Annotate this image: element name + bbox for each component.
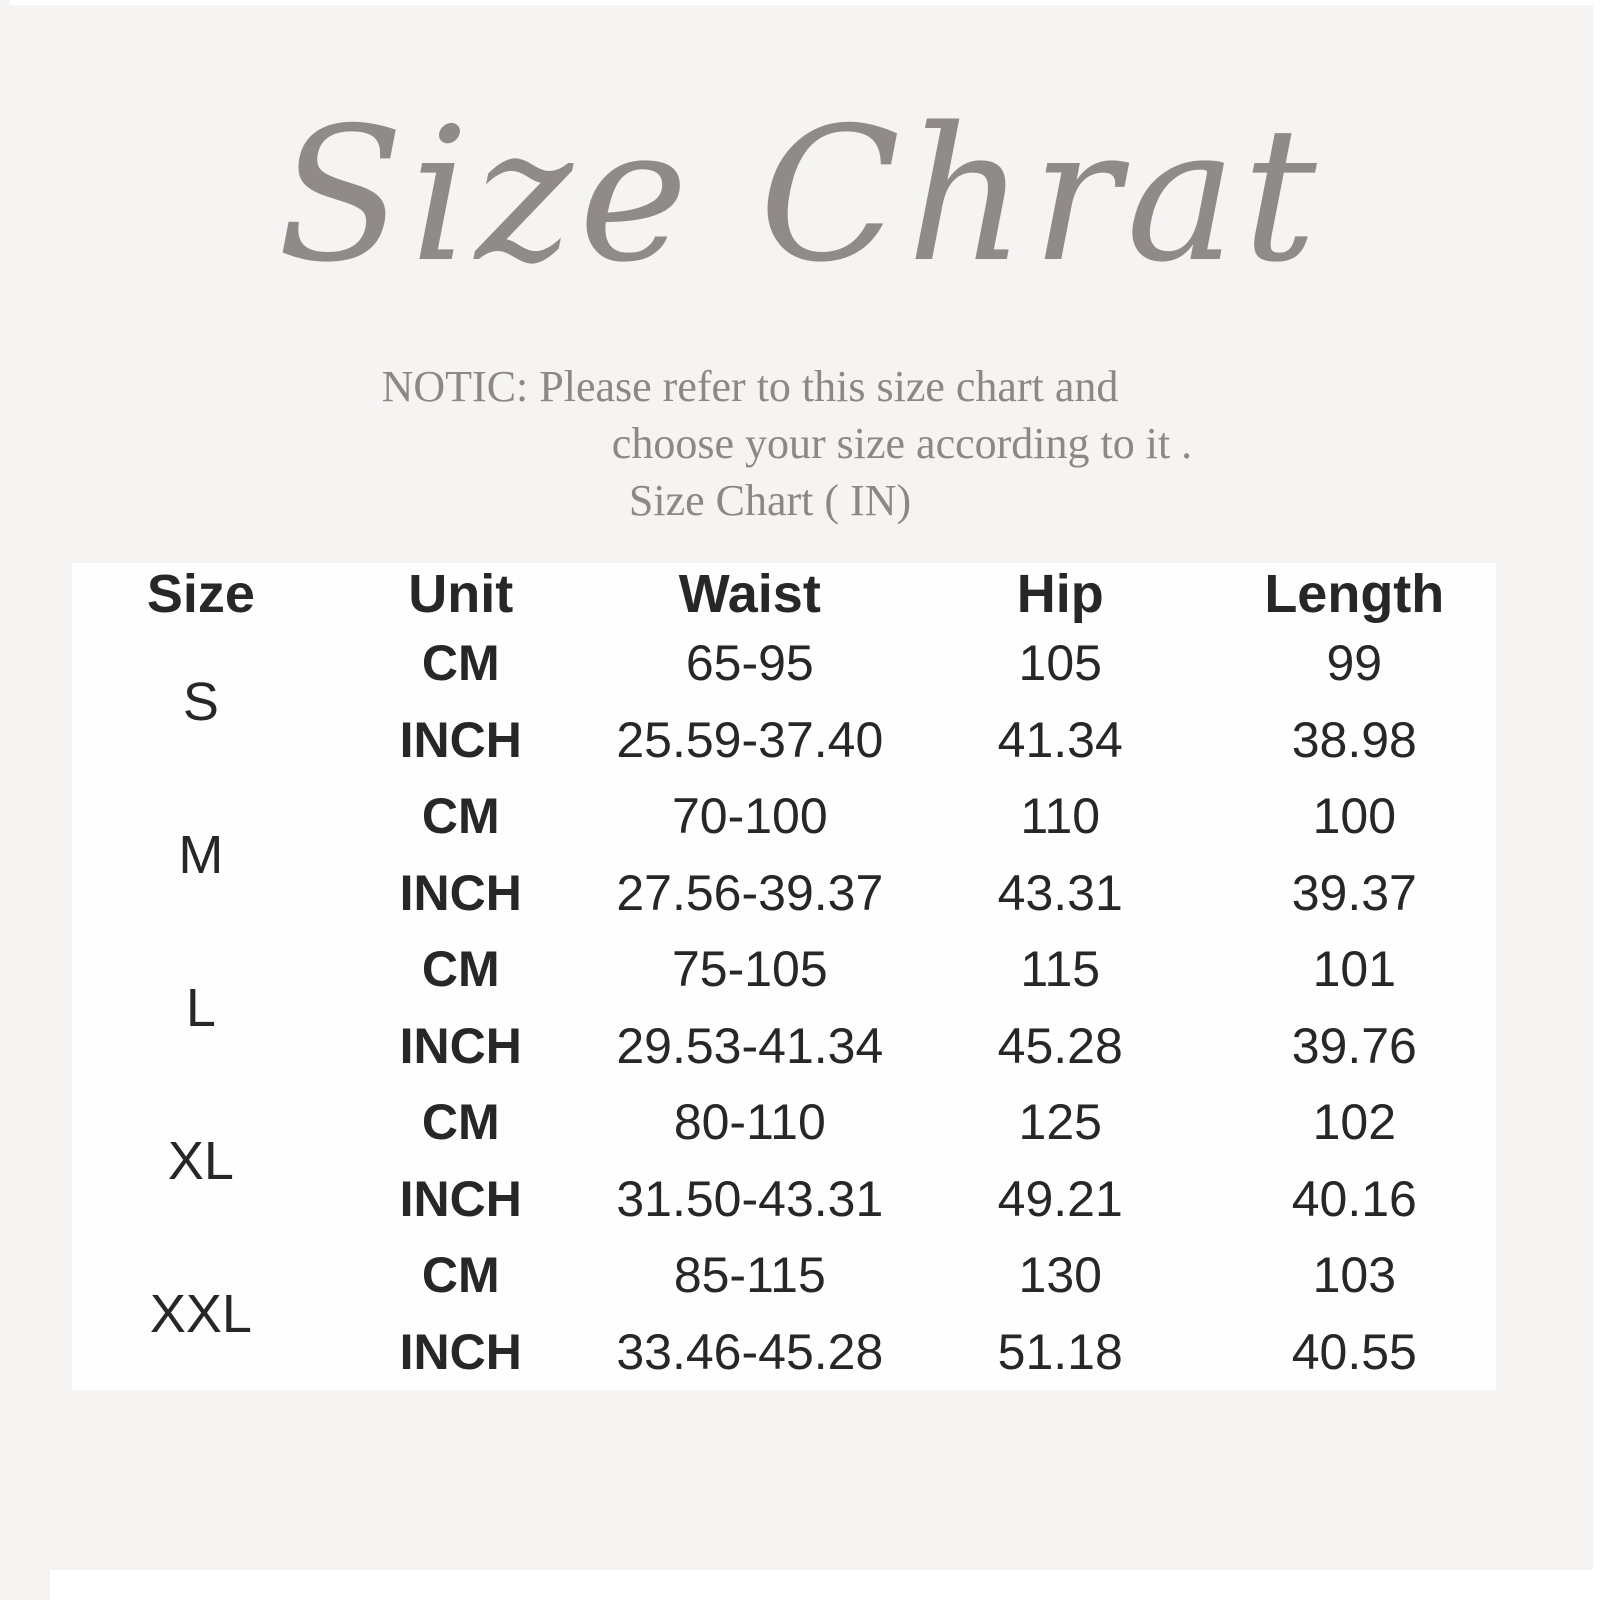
unit-cell: CM: [421, 941, 500, 998]
notice-subtitle: Size Chart ( IN): [628, 476, 912, 525]
header-size: Size: [146, 564, 255, 624]
size-label-xl: XL: [167, 1130, 234, 1191]
waist-value: 65-95: [685, 635, 814, 692]
unit-cell: CM: [421, 1247, 500, 1304]
header-row: [72, 563, 1496, 625]
bottom-white-edge: [50, 1570, 1600, 1600]
notice-line-2: choose your size according to it .: [611, 419, 1193, 468]
table-row: [72, 625, 1496, 702]
hip-value: 45.28: [997, 1017, 1123, 1074]
unit-cell: CM: [421, 635, 500, 692]
length-value: 101: [1312, 941, 1397, 998]
waist-value: 75-105: [671, 941, 828, 998]
unit-cell: INCH: [399, 1323, 522, 1380]
hip-value: 130: [1018, 1247, 1102, 1304]
header-hip: Hip: [1016, 564, 1104, 624]
unit-cell: INCH: [399, 864, 522, 921]
header-waist: Waist: [678, 564, 821, 624]
hip-value: 125: [1018, 1094, 1102, 1151]
notice-line-1: NOTIC: Please refer to this size chart and: [381, 362, 1119, 411]
header-unit: Unit: [408, 564, 514, 624]
hip-value: 41.34: [997, 711, 1123, 768]
waist-value: 31.50-43.31: [616, 1170, 884, 1227]
page-title: Size Chrat: [277, 87, 1323, 303]
hip-value: 51.18: [997, 1323, 1123, 1380]
length-value: 38.98: [1291, 711, 1417, 768]
table-row: [72, 1084, 1496, 1161]
unit-cell: INCH: [399, 711, 522, 768]
header-length: Length: [1264, 564, 1445, 624]
size-label-xxl: XXL: [149, 1283, 252, 1344]
hip-value: 115: [1020, 941, 1101, 998]
size-label-m: M: [178, 824, 224, 885]
length-value: 39.37: [1291, 864, 1417, 921]
unit-cell: INCH: [399, 1170, 522, 1227]
waist-value: 25.59-37.40: [616, 711, 884, 768]
size-table-panel: [72, 563, 1496, 1390]
waist-value: 33.46-45.28: [616, 1323, 884, 1380]
unit-cell: CM: [421, 1094, 500, 1151]
waist-value: 29.53-41.34: [616, 1017, 884, 1074]
length-value: 40.16: [1291, 1170, 1417, 1227]
length-value: 103: [1312, 1247, 1397, 1304]
size-label-s: S: [182, 671, 219, 732]
table-row: [72, 1237, 1496, 1314]
size-table: [72, 563, 1496, 1390]
length-value: 99: [1326, 635, 1383, 692]
top-white-edge: [10, 0, 1600, 5]
hip-value: 110: [1020, 788, 1101, 845]
waist-value: 27.56-39.37: [616, 864, 884, 921]
length-value: 40.55: [1291, 1323, 1417, 1380]
length-value: 102: [1312, 1094, 1397, 1151]
size-label-l: L: [185, 977, 216, 1038]
hip-value: 105: [1018, 635, 1102, 692]
waist-value: 70-100: [671, 788, 828, 845]
hip-value: 43.31: [997, 864, 1123, 921]
length-value: 39.76: [1291, 1017, 1417, 1074]
unit-cell: CM: [421, 788, 500, 845]
hip-value: 49.21: [997, 1170, 1123, 1227]
table-row: [72, 778, 1496, 855]
waist-value: 80-110: [673, 1094, 826, 1151]
unit-cell: INCH: [399, 1017, 522, 1074]
table-row: [72, 931, 1496, 1008]
length-value: 100: [1312, 788, 1397, 845]
notice-block: [0, 358, 1600, 529]
waist-value: 85-115: [673, 1247, 826, 1304]
